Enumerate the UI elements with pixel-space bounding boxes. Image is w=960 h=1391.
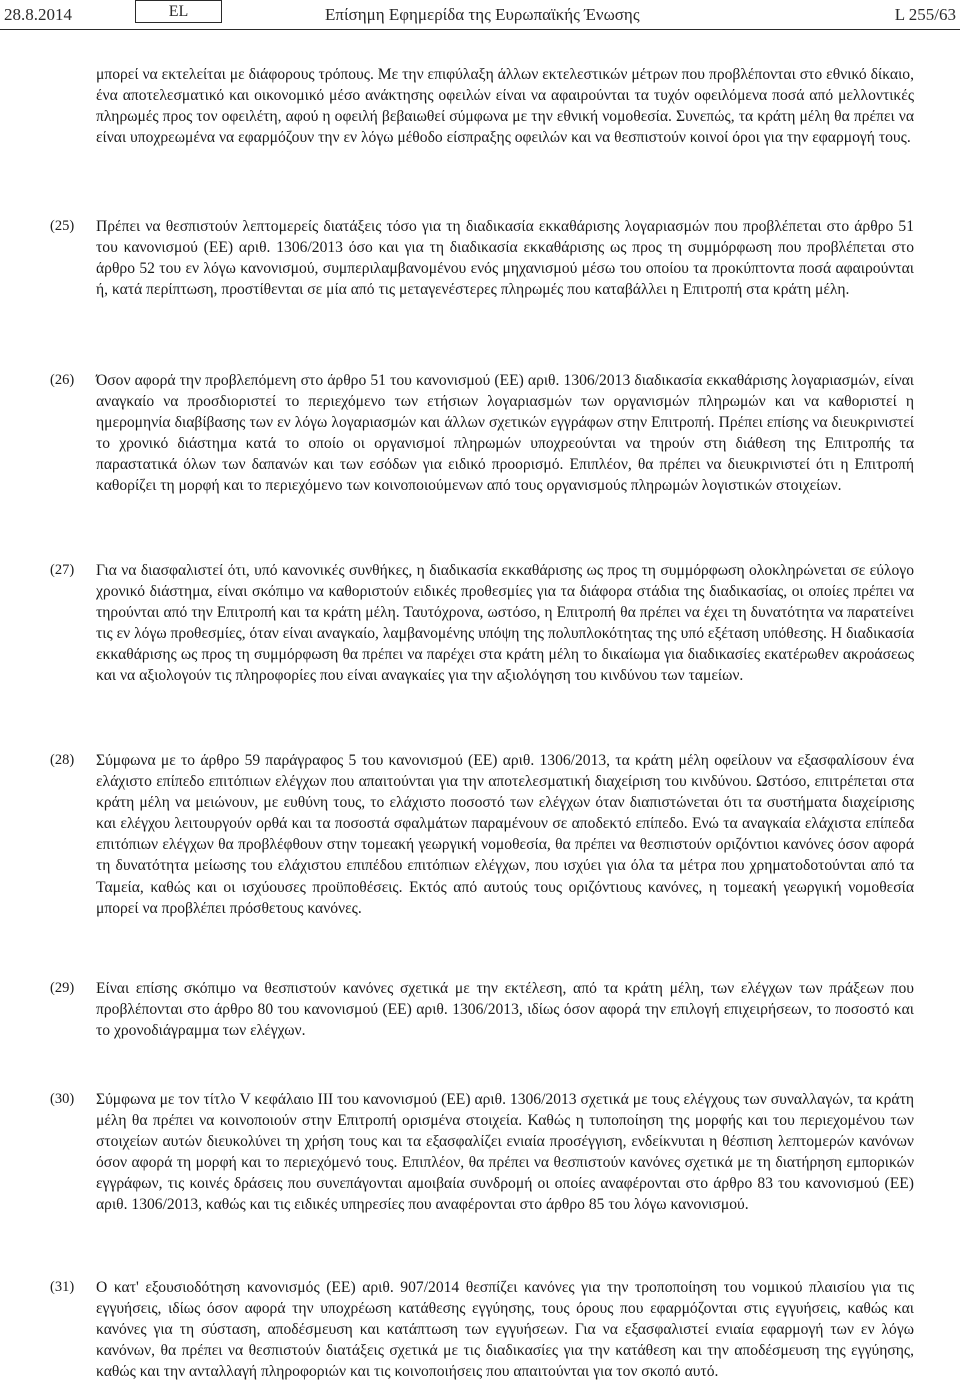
journal-header	[0, 0, 960, 30]
header-language-box: EL	[135, 0, 222, 23]
recital-text: Όσον αφορά την προβλεπόμενη στο άρθρο 51 του κανονισμού (ΕΕ) αριθ. 1306/2013 διαδικασία εκκαθάρισης λογαριασμών, είναι αναγκαίο να προσδιοριστεί το περιεχόμενο των ετήσιων λογαριασμών των οργανισμών πληρωμών και να καθοριστεί η ημερομηνία διαβίβασης των εν λόγω λογαριασμών και άλλων σχετικών εγγράφων στην Επιτροπή. Πρέπει επίσης να διευκρινιστεί το χρονικό διάστημα κατά το οποίο οι οργανισμοί πληρωμών υποχρεούνται να τηρούν στη διάθεση της Επιτροπής τα παραστατικά όλων των δαπανών και των εσόδων για ειδικό προορισμό. Επιπλέον, θα πρέπει να διευκρινιστεί ότι η Επιτροπή καθορίζει τη μορφή και το περιεχόμενο των κοινοποιούμενων από τους οργανισμούς πληρωμών λογιστικών στοιχείων.	[96, 372, 914, 495]
recital-number: (27)	[50, 562, 75, 578]
intro-paragraph: μπορεί να εκτελείται με διάφορους τρόπους. Με την επιφύλαξη άλλων εκτελεστικών μέτρων που προβλέπονται στο εθνικό δίκαιο, ένα αποτελεσματικό και οικονομικό μέσο ανάκτησης οφειλών είναι να αφαιρούνται τα τυχόν οφειλόμενα ποσά από μελλοντικές πληρωμές προς τον οφειλέτη, αφού η οφειλή βεβαιωθεί σύμφωνα με την εθνική νομοθεσία. Συνεπώς, τα κράτη μέλη θα πρέπει να είναι υποχρεωμένα να εφαρμόζουν την εν λόγω μέθοδο είσπραξης οφειλών και να θεσπιστούν κοινοί όροι για την εφαρμογή τους.	[96, 66, 914, 147]
recital-text: Σύμφωνα με τον τίτλο V κεφάλαιο III του κανονισμού (ΕΕ) αριθ. 1306/2013 σχετικά με τους ελέγχους των συναλλαγών, τα κράτη μέλη θα πρέπει να κοινοποιούν στην Επιτροπή ορισμένα στοιχεία. Καθώς η τυποποίηση της μορφής και του περιεχομένου των στοιχείων αυτών διευκολύνει τη χρήση τους και τα εξασφαλίζει ενιαία προσέγγιση, ενδείκνυται η θέσπιση λεπτομερών κανόνων όσον αφορά τη μορφή και το περιεχόμενό τους. Επιπλέον, θα πρέπει να θεσπιστούν κανόνες σχετικά με τη διατήρηση εμπορικών εγγράφων, τις κοινές δράσεις που συνεπάγονται αμοιβαία συνδρομή οι οποίες αναφέρονται στο άρθρο 83 του κανονισμού (ΕΕ) αριθ. 1306/2013, καθώς και τις ειδικές υπηρεσίες που αναφέρονται στο άρθρο 85 του λόγω κανονισμού.	[96, 1091, 914, 1214]
intro-paragraph-block	[0, 64, 960, 174]
recital-number: (31)	[50, 1279, 75, 1295]
header-page-reference: L 255/63	[894, 5, 956, 24]
recital-25	[0, 216, 960, 346]
header-journal-title: Επίσημη Εφημερίδα της Ευρωπαϊκής Ένωσης	[325, 5, 640, 24]
recital-30	[0, 1089, 960, 1239]
recital-number: (28)	[50, 752, 75, 768]
recital-number: (26)	[50, 372, 75, 388]
recital-number: (30)	[50, 1091, 75, 1107]
recital-text: Είναι επίσης σκόπιμο να θεσπιστούν κανόνες σχετικά με την εκτέλεση, από τα κράτη μέλη, των ελέγχων των πράξεων που προβλέπονται στο άρθρο 80 του κανονισμού (ΕΕ) αριθ. 1306/2013, ιδίως όσον αφορά την επιλογή επιχειρήσεων, το ποσοστό και το χρονοδιάγραμμα των ελέγχων.	[96, 980, 914, 1040]
recital-31	[0, 1277, 960, 1391]
recital-text: Πρέπει να θεσπιστούν λεπτομερείς διατάξεις τόσο για τη διαδικασία εκκαθάρισης λογαριασμών που προβλέπεται στο άρθρο 51 του κανονισμού (ΕΕ) αριθ. 1306/2013 όσο και για τη διαδικασία εκκαθάρισης ως προς τη συμμόρφωση που προβλέπεται στο άρθρο 52 του εν λόγω κανονισμού, συμπεριλαμβανομένου ενός μηχανισμού μέσω του οποίου τα προκύπτοντα ποσά αφαιρούνται ή, κατά περίπτωση, προστίθενται σε μία από τις μεταγενέστερες πληρωμές που καταβάλλει η Επιτροπή στα κράτη μέλη.	[96, 218, 914, 299]
recital-number: (25)	[50, 218, 75, 234]
recital-text: Ο κατ' εξουσιοδότηση κανονισμός (ΕΕ) αριθ. 907/2014 θεσπίζει κανόνες για την τροποποίηση του νομικού πλαισίου για τις εγγυήσεις, ιδίως όσον αφορά την υποχρέωση κατάθεσης εγγύησης, τους όρους που εφαρμόζονται στις εγγυήσεις, καθώς και κανόνες για τη σύσταση, αποδέσμευση και κατάπτωση των εγγυήσεων. Για να εξασφαλιστεί ενιαία εφαρμογή των εν λόγω κανόνων, θα πρέπει να θεσπιστούν διατάξεις σχετικά με τις διαδικασίες για την κατάθεση και την αποδέσμευση της εγγύησης, καθώς και την ανταλλαγή πληροφοριών και τις κοινοποιήσεις που απαιτούνται για τον σκοπό αυτό.	[96, 1279, 914, 1381]
recital-28	[0, 750, 960, 940]
recital-number: (29)	[50, 980, 75, 996]
recital-text: Για να διασφαλιστεί ότι, υπό κανονικές συνθήκες, η διαδικασία εκκαθάρισης ως προς τη συμμόρφωση ολοκληρώνεται σε εύλογο χρονικό διάστημα, είναι σκόπιμο να καθοριστούν ειδικές προθεσμίες για τα διάφορα στάδια της διαδικασίας, οι οποίες πρέπει να τηρούνται από την Επιτροπή και τα κράτη μέλη. Ταυτόχρονα, ωστόσο, η Επιτροπή θα πρέπει να έχει τη δυνατότητα να παρατείνει τις εν λόγω προθεσμίες, όταν είναι αναγκαίο, λαμβανομένης υπόψη της πολυπλοκότητας της υπό εξέταση υπόθεσης. Η διαδικασία εκκαθάρισης ως προς τη συμμόρφωση θα πρέπει να παρέχει στα κράτη μέλη το δικαίωμα για διαδικασίες εκατέρωθεν ακροάσεως και να αξιολογούν τις πληροφορίες που είναι αναγκαίες για την αξιολόγηση του κινδύνου των ταμείων.	[96, 562, 914, 685]
recital-text: Σύμφωνα με το άρθρο 59 παράγραφος 5 του κανονισμού (ΕΕ) αριθ. 1306/2013, τα κράτη μέλη οφείλουν να εξασφαλίσουν ένα ελάχιστο επίπεδο επιτόπιων ελέγχων που απαιτούνται για την αποτελεσματική διαχείριση του κινδύνου. Ωστόσο, επιτρέπεται στα κράτη μέλη να μειώνουν, με ευθύνη τους, το ελάχιστο ποσοστό των ελέγχων όταν διαπιστώνεται ότι τα συστήματα διαχείρισης και ελέγχου λειτουργούν ορθά και τα ποσοστά σφαλμάτων παραμένουν σε αποδεκτό επίπεδο. Ενώ τα αναγκαία ελάχιστα επίπεδα επιτόπιων ελέγχων θα προβλέφθουν στην τομεακή γεωργική νομοθεσία, θα πρέπει να θεσπιστούν οριζόντιοι κανόνες όσον αφορά τη δυνατότητα μείωσης του ελάχιστου επιπέδου επιτόπιων ελέγχων, που ισχύει για όλα τα μέτρα που χρηματοδοτούνται από τα Ταμεία, καθώς και οι ισχύουσες προϋποθέσεις. Εκτός από αυτούς τους οριζόντιους κανόνες, η τομεακή γεωργική νομοθεσία μπορεί να προβλέπει πρόσθετους κανόνες.	[96, 752, 914, 917]
recital-29	[0, 978, 960, 1048]
header-rule	[0, 29, 960, 30]
header-date: 28.8.2014	[4, 5, 72, 24]
recital-26	[0, 370, 960, 520]
recital-27	[0, 560, 960, 710]
